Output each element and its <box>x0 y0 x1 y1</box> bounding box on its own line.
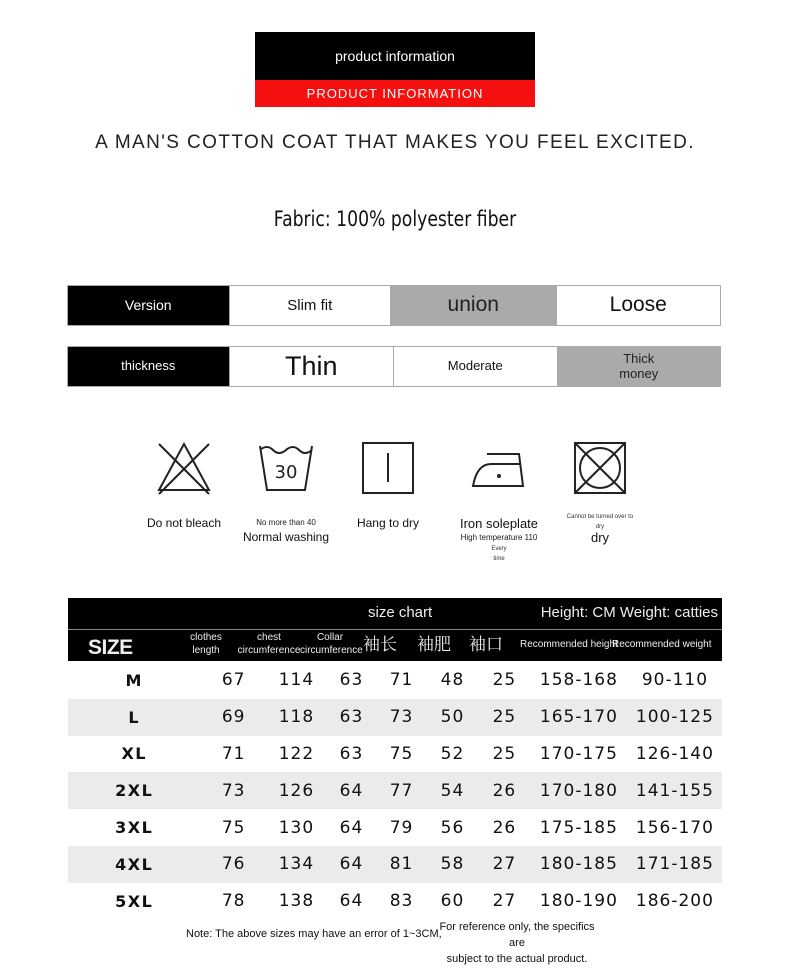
header-sleeve-width: 袖肥 <box>417 635 451 654</box>
care-hang-dry <box>328 440 448 530</box>
size-cell: M <box>125 670 143 690</box>
table-cell: 64 <box>326 772 377 809</box>
header-length-2: length <box>192 645 220 656</box>
table-cell: 27 <box>492 891 517 912</box>
version-option-loose: Loose <box>557 286 721 325</box>
table-cell: 63 <box>326 699 377 736</box>
table-cell: 126-140 <box>635 743 714 764</box>
table-cell: 122 <box>278 743 315 764</box>
header-rec-weight: Recommended weight <box>612 639 712 650</box>
table-cell: 64 <box>339 817 364 838</box>
iron-tiny-1: Every <box>491 546 507 552</box>
table-row <box>68 883 722 920</box>
iron-tiny-2: time <box>493 556 505 562</box>
dry-small-2: dry <box>595 524 605 530</box>
table-cell: 58 <box>426 846 479 883</box>
table-cell: 126 <box>267 772 326 809</box>
version-label: Version <box>68 286 230 325</box>
table-cell: 73 <box>377 699 426 736</box>
table-row <box>68 736 722 773</box>
table-cell: 180-190 <box>539 891 618 912</box>
table-cell: 27 <box>479 846 530 883</box>
table-cell: 67 <box>221 670 246 691</box>
table-row <box>68 772 722 809</box>
table-cell: 56 <box>440 817 465 838</box>
table-cell: 71 <box>221 743 246 764</box>
wash-temp: 30 <box>274 462 298 483</box>
table-cell: 25 <box>479 699 530 736</box>
table-cell: 165-170 <box>530 699 628 736</box>
table-cell: 100-125 <box>628 699 722 736</box>
table-cell: 180-185 <box>530 846 628 883</box>
banner-title: product information <box>255 32 535 80</box>
table-row <box>68 699 722 736</box>
header-collar-1: Collar <box>316 632 344 643</box>
table-cell: 60 <box>440 891 465 912</box>
header-chest <box>236 631 302 657</box>
table-cell: 141-155 <box>628 772 722 809</box>
table-cell: 186-200 <box>635 891 714 912</box>
table-cell: 77 <box>377 772 426 809</box>
size-cell: XL <box>121 744 147 764</box>
table-cell: 64 <box>326 846 377 883</box>
no-bleach-icon <box>155 440 213 496</box>
size-cell: L <box>68 699 200 736</box>
table-cell: 158-168 <box>539 670 618 691</box>
header-sleeve-length: 袖长 <box>363 635 397 654</box>
table-cell: 171-185 <box>628 846 722 883</box>
size-cell: 3XL <box>115 818 154 838</box>
size-cell: 5XL <box>115 891 154 911</box>
product-info-banner <box>255 32 535 107</box>
header-chest-2: circumference <box>237 645 301 656</box>
error-note: Note: The above sizes may have an error of 1~3CM, <box>186 928 442 940</box>
reference-note-2: subject to the actual product. <box>446 952 588 965</box>
wash-label: Normal washing <box>242 530 330 544</box>
table-cell: 76 <box>200 846 266 883</box>
table-cell: 114 <box>278 670 315 691</box>
table-cell: 75 <box>221 817 246 838</box>
thickness-option-thick: Thick money <box>558 347 721 386</box>
table-cell: 175-185 <box>539 817 618 838</box>
size-table <box>68 662 722 920</box>
header-collar <box>300 631 363 657</box>
table-cell: 25 <box>492 743 517 764</box>
wash-small-label: No more than 40 <box>256 518 316 527</box>
table-cell: 156-170 <box>635 817 714 838</box>
table-cell: 78 <box>221 891 246 912</box>
iron-label: Iron soleplate <box>459 516 539 531</box>
reference-note <box>437 920 597 968</box>
table-cell: 170-175 <box>539 743 618 764</box>
table-row <box>68 662 722 699</box>
thickness-option-moderate: Moderate <box>394 347 558 386</box>
banner-subtitle: PRODUCT INFORMATION <box>255 80 535 107</box>
size-cell: 2XL <box>68 772 200 809</box>
table-cell: 90-110 <box>641 670 709 691</box>
size-chart-header <box>68 598 722 661</box>
header-size: SIZE <box>88 636 133 659</box>
table-cell: 75 <box>389 743 414 764</box>
table-cell: 50 <box>426 699 479 736</box>
table-cell: 134 <box>267 846 326 883</box>
table-cell: 26 <box>479 772 530 809</box>
table-row <box>68 809 722 846</box>
header-length <box>182 631 230 657</box>
table-cell: 138 <box>278 891 315 912</box>
dry-label: dry <box>590 530 610 545</box>
table-cell: 73 <box>200 772 266 809</box>
iron-icon <box>469 440 529 496</box>
table-cell: 69 <box>200 699 266 736</box>
header-chest-1: chest <box>257 632 281 643</box>
table-cell: 118 <box>267 699 326 736</box>
table-cell: 26 <box>492 817 517 838</box>
table-cell: 130 <box>278 817 315 838</box>
table-cell: 170-180 <box>530 772 628 809</box>
header-divider <box>68 629 722 630</box>
version-option-slim: Slim fit <box>230 286 392 325</box>
thickness-option-thin: Thin <box>230 347 395 386</box>
no-tumble-dry-icon <box>572 440 628 496</box>
reference-note-1: For reference only, the specifics are <box>439 921 595 949</box>
size-chart-units-note: Height: CM Weight: catties <box>540 604 718 621</box>
table-cell: 63 <box>339 670 364 691</box>
table-row <box>68 846 722 883</box>
table-cell: 54 <box>426 772 479 809</box>
hang-dry-icon <box>360 440 416 496</box>
table-cell: 71 <box>389 670 414 691</box>
table-cell: 63 <box>339 743 364 764</box>
dry-small-1: Cannot be turned over to <box>566 514 634 520</box>
header-cuff: 袖口 <box>469 635 503 654</box>
care-no-tumble-dry <box>540 440 660 545</box>
size-table-body <box>68 662 722 920</box>
thickness-label: thickness <box>68 347 230 386</box>
version-option-union: union <box>391 286 557 325</box>
table-cell: 79 <box>389 817 414 838</box>
wash-tub-icon <box>256 440 316 496</box>
iron-small-label: High temperature 110 <box>460 533 538 542</box>
table-cell: 64 <box>339 891 364 912</box>
table-cell: 48 <box>440 670 465 691</box>
header-collar-2: circumference <box>300 645 363 656</box>
bleach-label: Do not bleach <box>146 516 222 530</box>
table-cell: 52 <box>440 743 465 764</box>
size-cell: 4XL <box>68 846 200 883</box>
thickness-row <box>67 346 721 387</box>
hang-label: Hang to dry <box>356 516 420 530</box>
header-length-1: clothes <box>190 632 222 643</box>
header-rec-height: Recommended height <box>520 639 618 650</box>
tagline: A MAN'S COTTON COAT THAT MAKES YOU FEEL EXCITED. <box>95 132 695 153</box>
size-chart-title: size chart <box>368 604 433 621</box>
table-cell: 81 <box>377 846 426 883</box>
fabric-info: Fabric: 100% polyester fiber <box>273 207 517 231</box>
table-cell: 83 <box>389 891 414 912</box>
table-cell: 25 <box>492 670 517 691</box>
version-row <box>67 285 721 326</box>
